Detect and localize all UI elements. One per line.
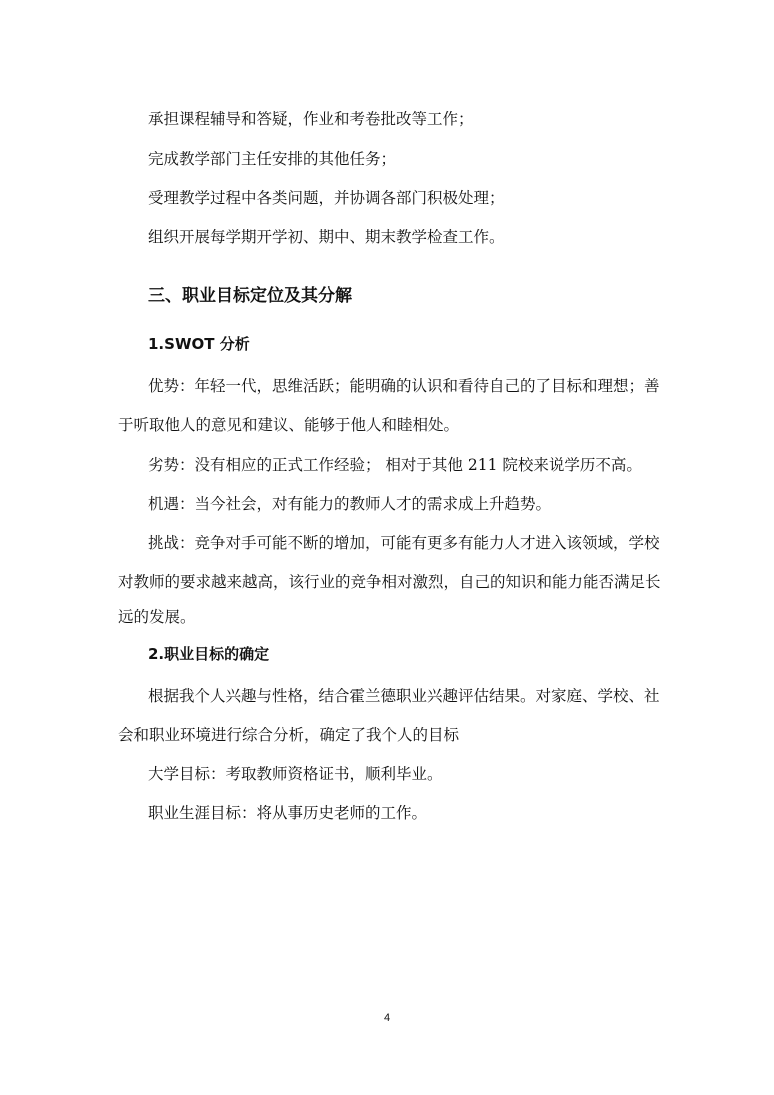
swot-strength-line-2: 于听取他人的意见和建议、能够于他人和睦相处。 — [118, 416, 460, 434]
goal-heading: 2.职业目标的确定 — [148, 645, 270, 663]
swot-threat-line-2: 对教师的要求越来越高，该行业的竞争相对激烈，自己的知识和能力能否满足长 — [118, 573, 661, 591]
swot-opportunity: 机遇：当今社会，对有能力的教师人才的需求成上升趋势。 — [148, 495, 552, 513]
section-3-heading: 三、职业目标定位及其分解 — [148, 286, 352, 306]
swot-threat-line-1: 挑战：竞争对手可能不断的增加，可能有更多有能力人才进入该领域，学校 — [148, 534, 660, 552]
goal-intro-line-2: 会和职业环境进行综合分析，确定了我个人的目标 — [118, 726, 460, 744]
duty-line-4: 组织开展每学期开学初、期中、期末教学检查工作。 — [148, 228, 505, 246]
swot-strength-line-1: 优势：年轻一代，思维活跃；能明确的认识和看待自己的了目标和理想；善 — [148, 377, 660, 395]
page-number: 4 — [383, 1012, 391, 1024]
goal-intro-line-1: 根据我个人兴趣与性格，结合霍兰德职业兴趣评估结果。对家庭、学校、社 — [148, 687, 660, 705]
swot-weakness: 劣势：没有相应的正式工作经验； 相对于其他 211 院校来说学历不高。 — [148, 456, 642, 474]
duty-line-3: 受理教学过程中各类问题，并协调各部门积极处理； — [148, 189, 505, 207]
college-goal: 大学目标：考取教师资格证书，顺利毕业。 — [148, 765, 443, 783]
swot-heading: 1.SWOT 分析 — [148, 335, 250, 353]
duty-line-2: 完成教学部门主任安排的其他任务； — [148, 150, 397, 168]
career-goal: 职业生涯目标：将从事历史老师的工作。 — [148, 804, 428, 822]
duty-line-1: 承担课程辅导和答疑，作业和考卷批改等工作； — [148, 110, 474, 128]
swot-threat-line-3: 远的发展。 — [118, 608, 196, 626]
